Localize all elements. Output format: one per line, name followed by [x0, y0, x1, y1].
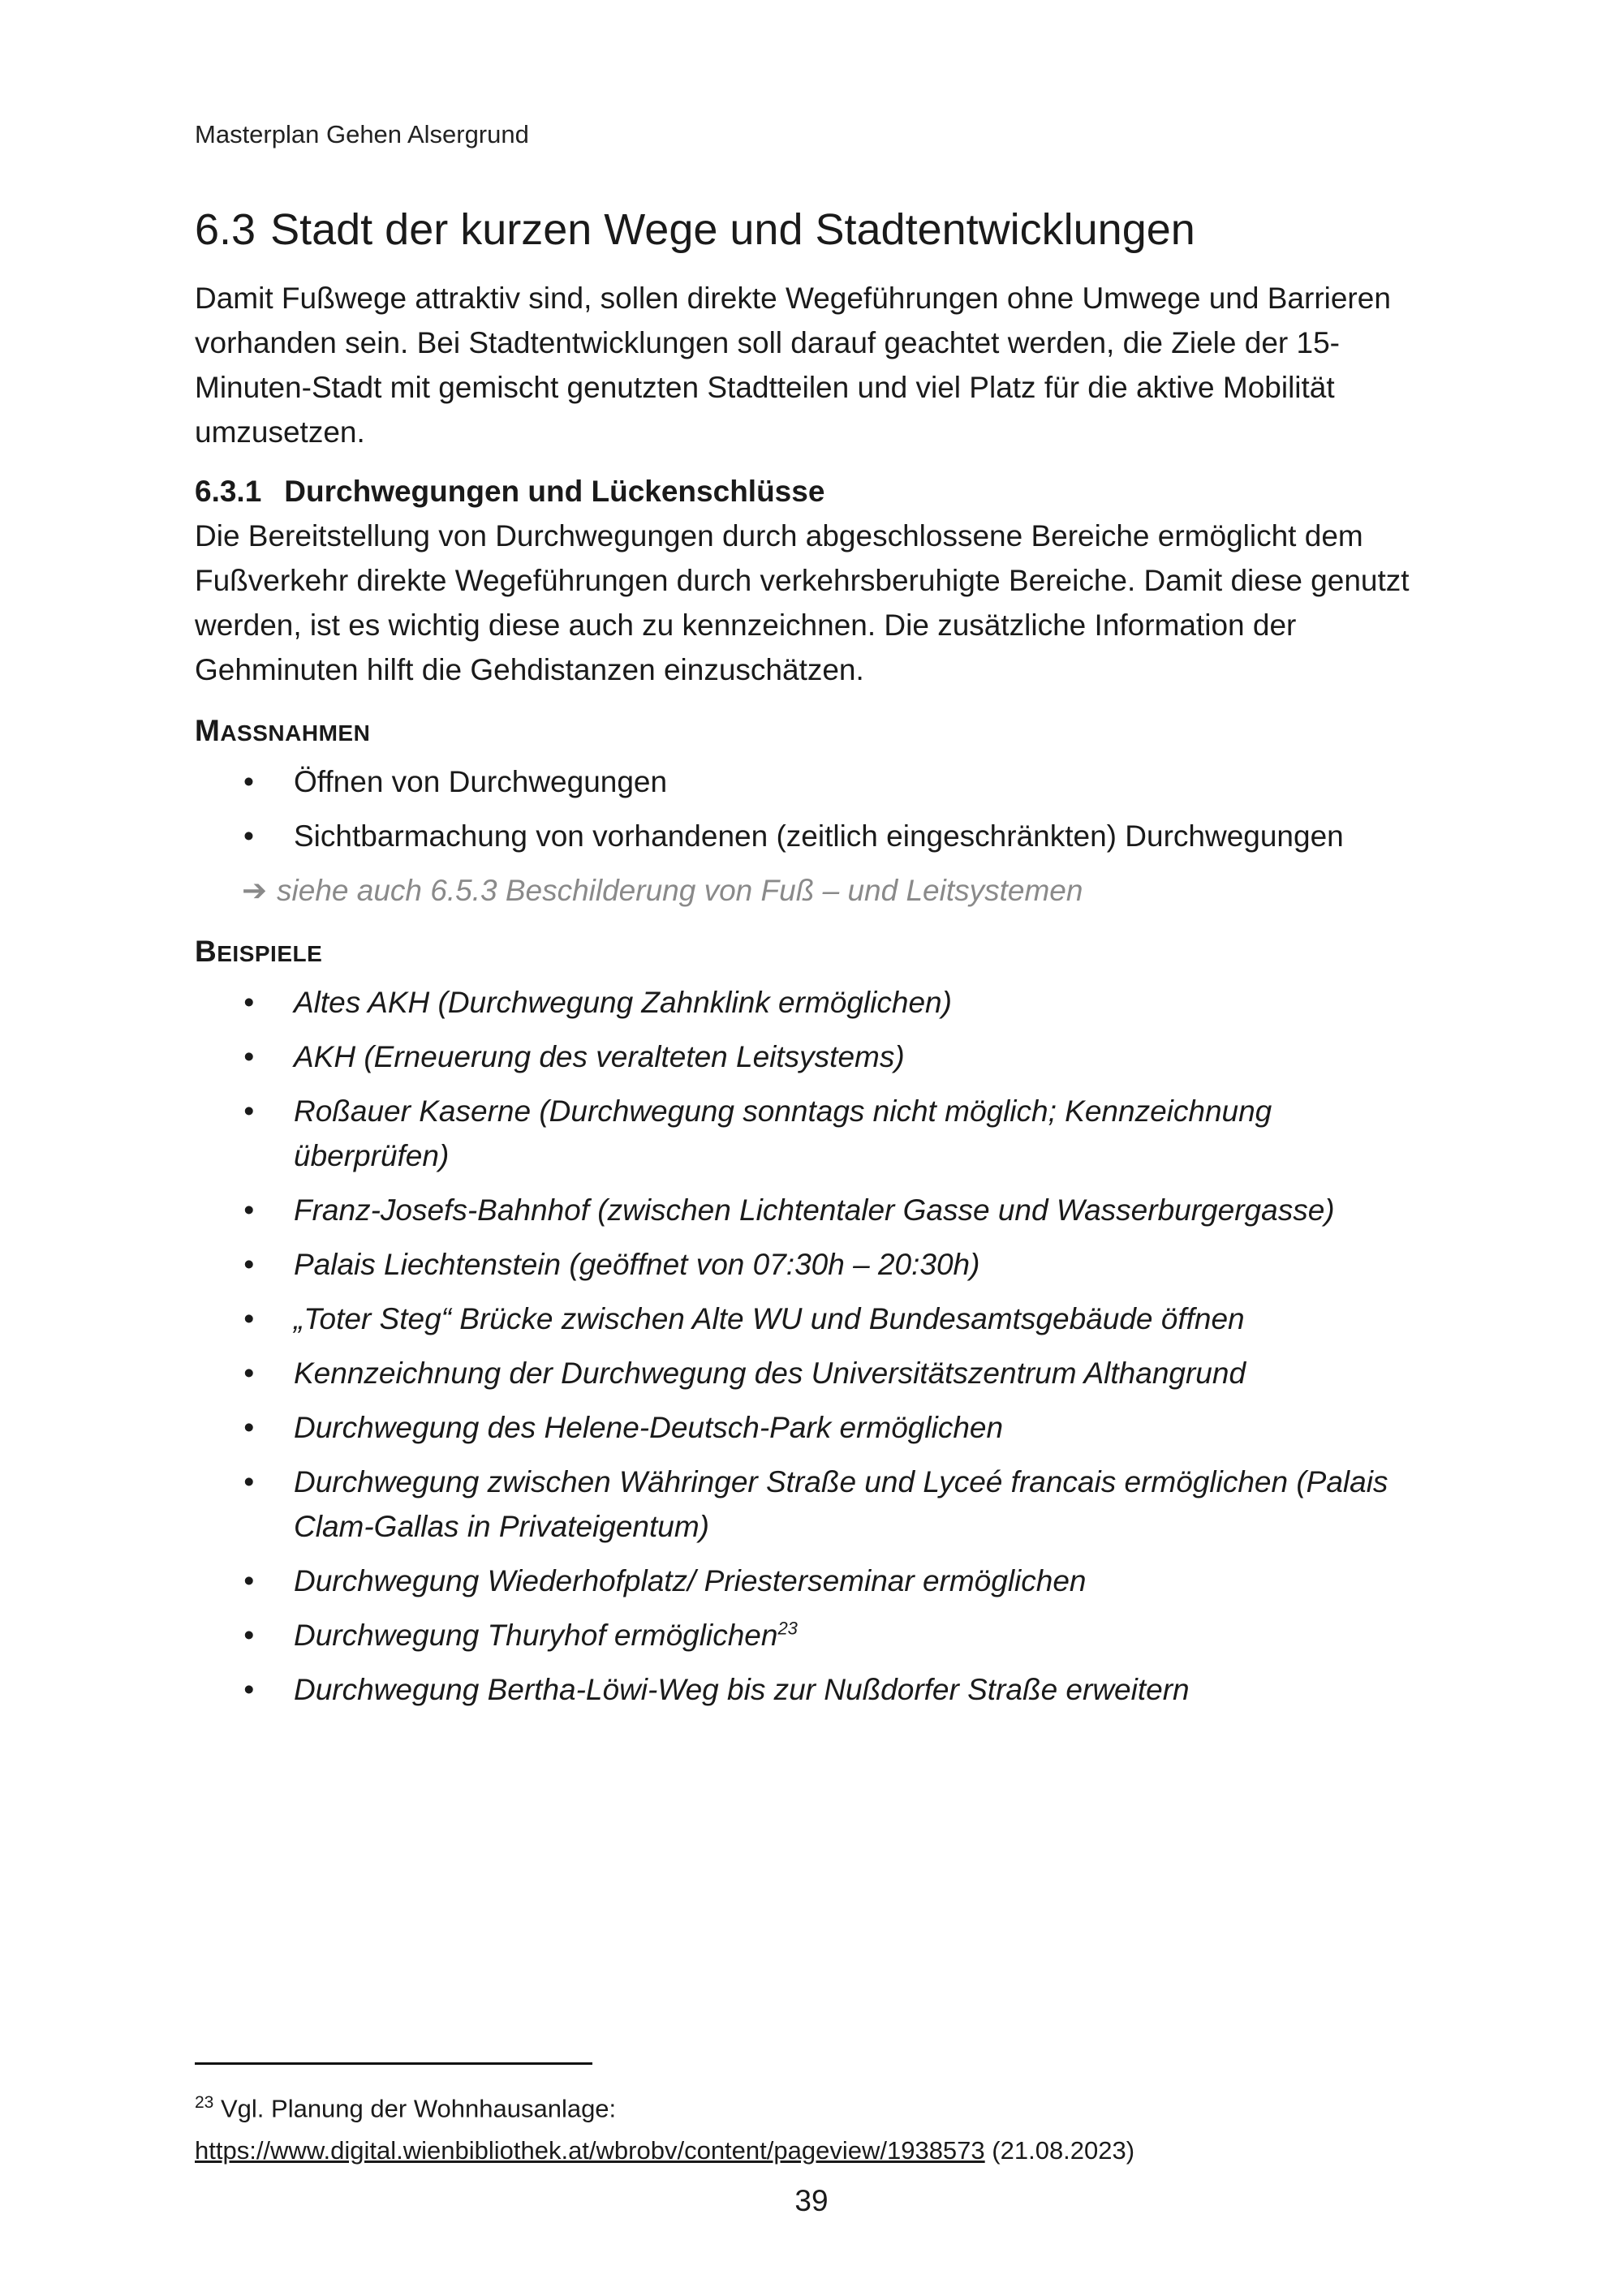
examples-label: BEISPIELE: [195, 935, 323, 968]
list-item-text: AKH (Erneuerung des veralteten Leitsystems): [294, 1040, 905, 1073]
list-item-text: Durchwegung des Helene-Deutsch-Park ermöglichen: [294, 1411, 1004, 1444]
list-item-text: Öffnen von Durchwegungen: [294, 765, 668, 798]
list-item: [195, 1667, 1428, 1712]
list-item: [195, 759, 1428, 804]
footnote-link[interactable]: https://www.digital.wienbibliothek.at/wbrobv/content/pageview/1938573: [195, 2136, 985, 2165]
subsection-heading: [195, 469, 1428, 514]
bullet-icon: •: [243, 1564, 254, 1597]
list-item: [195, 1460, 1428, 1549]
bullet-icon: •: [243, 1193, 254, 1227]
bullet-icon: •: [243, 1619, 254, 1652]
page-number: 39: [794, 2184, 829, 2217]
running-header: Masterplan Gehen Alsergrund: [195, 120, 529, 148]
footnote-separator: [195, 2062, 592, 2065]
list-item: [195, 1559, 1428, 1603]
list-item-text: Franz-Josefs-Bahnhof (zwischen Lichtentaler Gasse und Wasserburgergasse): [294, 1193, 1335, 1227]
section-title: Stadt der kurzen Wege und Stadtentwicklungen: [270, 205, 1195, 254]
see-also-text: siehe auch 6.5.3 Beschilderung von Fuß – und Leitsystemen: [277, 874, 1083, 907]
subsection-number: 6.3.1: [195, 475, 262, 508]
list-item: [195, 1089, 1428, 1178]
list-item-text: Durchwegung Bertha-Löwi-Weg bis zur Nußdorfer Straße erweitern: [294, 1673, 1190, 1706]
list-item: [195, 1034, 1428, 1079]
bullet-icon: •: [243, 1040, 254, 1073]
section-number: 6.3: [195, 205, 256, 254]
bullet-icon: •: [243, 1465, 254, 1498]
page-content: [195, 201, 1428, 1722]
list-item: [195, 1188, 1428, 1232]
list-item: [195, 980, 1428, 1025]
bullet-icon: •: [243, 1302, 254, 1335]
bullet-icon: •: [243, 1357, 254, 1390]
measures-list: [195, 759, 1428, 858]
list-item: [195, 1296, 1428, 1341]
bullet-icon: •: [243, 1411, 254, 1444]
list-item: [195, 1351, 1428, 1395]
list-item-text: Altes AKH (Durchwegung Zahnklink ermöglichen): [294, 986, 952, 1019]
subsection-title: Durchwegungen und Lückenschlüsse: [284, 475, 825, 508]
footnote-date: (21.08.2023): [992, 2136, 1135, 2165]
subsection-paragraph: Die Bereitstellung von Durchwegungen durch abgeschlossene Bereiche ermöglicht dem Fußverkehr direkte Wegeführungen durch verkehrsberuhigte Bereiche. Damit diese genutzt werden, ist es wichtig diese auch zu kennzeichnen. Die zusätzliche Information der Gehminuten hilft die Gehdistanzen einzuschätzen.: [195, 519, 1410, 686]
arrow-right-icon: ➔: [242, 874, 268, 907]
list-item: [195, 1405, 1428, 1450]
section-intro-paragraph: Damit Fußwege attraktiv sind, sollen direkte Wegeführungen ohne Umwege und Barrieren vorhanden sein. Bei Stadtentwicklungen soll darauf geachtet werden, die Ziele der 15-Minuten-Stadt mit gemischt genutzten Stadtteilen und viel Platz für die aktive Mobilität umzusetzen.: [195, 282, 1391, 449]
list-item-text: Palais Liechtenstein (geöffnet von 07:30h – 20:30h): [294, 1248, 980, 1281]
bullet-icon: •: [243, 765, 254, 798]
bullet-icon: •: [243, 1673, 254, 1706]
bullet-icon: •: [243, 986, 254, 1019]
list-item-text: Durchwegung Thuryhof ermöglichen: [294, 1619, 778, 1652]
list-item: [195, 1242, 1428, 1287]
footnote-number: 23: [195, 2093, 214, 2112]
bullet-icon: •: [243, 1248, 254, 1281]
footnote: [195, 2082, 1428, 2172]
list-item-text: Durchwegung Wiederhofplatz/ Priesterseminar ermöglichen: [294, 1564, 1087, 1597]
bullet-icon: •: [243, 1094, 254, 1128]
examples-list: [195, 980, 1428, 1712]
list-item: [195, 814, 1428, 858]
footnote-reference[interactable]: 23: [777, 1618, 798, 1639]
list-item: [195, 1613, 1428, 1658]
list-item-text: Sichtbarmachung von vorhandenen (zeitlich eingeschränkten) Durchwegungen: [294, 819, 1344, 853]
measures-label: MASSNAHMEN: [195, 714, 371, 747]
list-item-text: Kennzeichnung der Durchwegung des Universitätszentrum Althangrund: [294, 1357, 1246, 1390]
list-item-text: Durchwegung zwischen Währinger Straße und Lyceé francais ermöglichen (Palais Clam-Gallas in Privateigentum): [294, 1465, 1388, 1543]
list-item-text: Roßauer Kaserne (Durchwegung sonntags nicht möglich; Kennzeichnung überprüfen): [294, 1094, 1272, 1172]
bullet-icon: •: [243, 819, 254, 853]
list-item-text: „Toter Steg“ Brücke zwischen Alte WU und Bundesamtsgebäude öffnen: [294, 1302, 1245, 1335]
see-also-reference: [242, 868, 1428, 913]
section-heading: [195, 201, 1428, 258]
footnote-text: Vgl. Planung der Wohnhausanlage:: [220, 2094, 617, 2123]
